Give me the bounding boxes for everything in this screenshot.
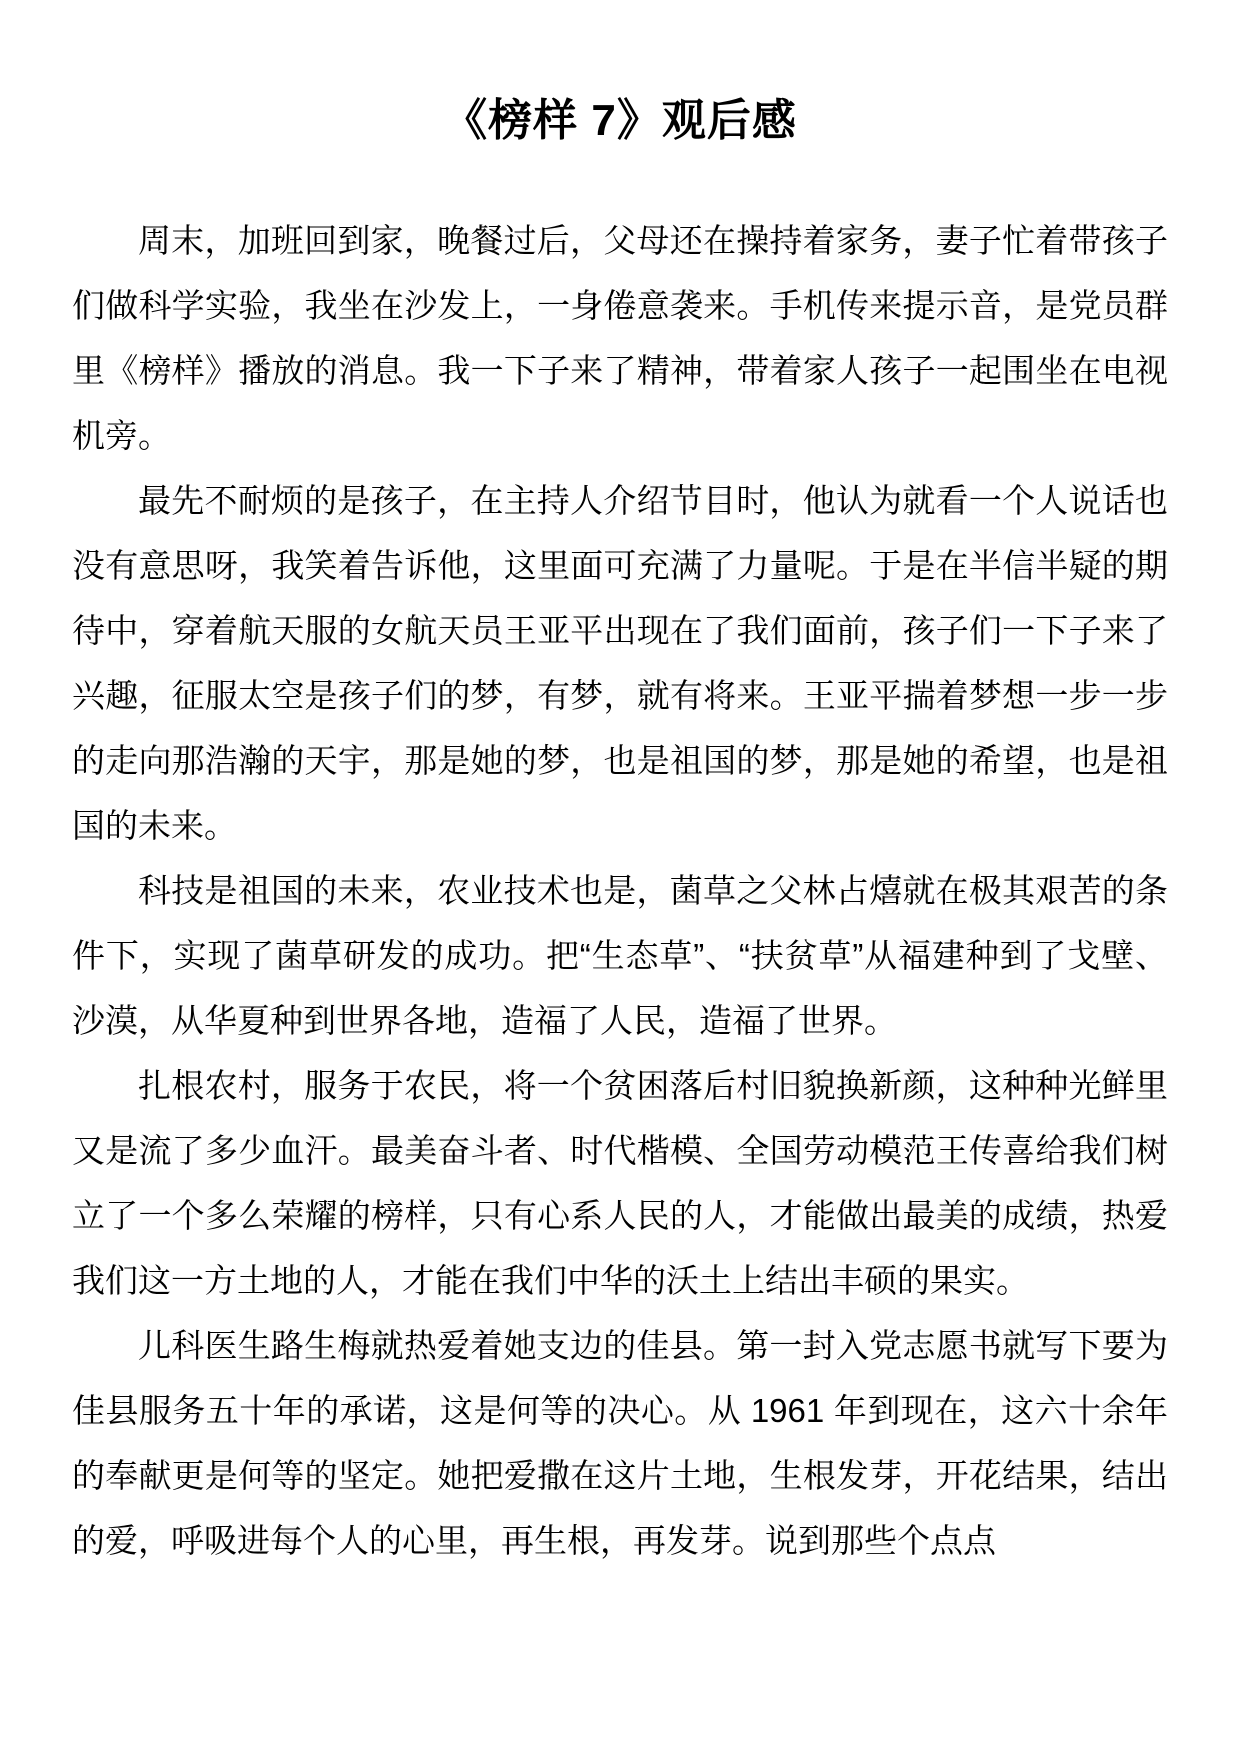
paragraph-wangchuanxi: 扎根农村，服务于农民，将一个贫困落后村旧貌换新颜，这种种光鲜里又是流了多少血汗。最美奋斗者、时代楷模、全国劳动模范王传喜给我们树立了一个多么荣耀的榜样，只有心系人民的人，才能做出最美的成绩，热爱我们这一方土地的人，才能在我们中华的沃土上结出丰硕的果实。 (72, 1067, 1168, 1299)
paragraph-intro: 周末，加班回到家，晚餐过后，父母还在操持着家务，妻子忙着带孩子们做科学实验，我坐在沙发上，一身倦意袭来。手机传来提示音，是党员群里《榜样》播放的消息。我一下子来了精神，带着家人孩子一起围坐在电视机旁。 (72, 222, 1168, 454)
paragraph-wangyaping: 最先不耐烦的是孩子，在主持人介绍节目时，他认为就看一个人说话也没有意思呀，我笑着告诉他，这里面可充满了力量呢。于是在半信半疑的期待中，穿着航天服的女航天员王亚平出现在了我们面前，孩子们一下子来了兴趣，征服太空是孩子们的梦，有梦，就有将来。王亚平揣着梦想一步一步的走向那浩瀚的天宇，那是她的梦，也是祖国的梦，那是她的希望，也是祖国的未来。 (72, 482, 1168, 844)
document-title: 《榜样 7》观后感 (443, 96, 797, 145)
paragraph-lushengmei: 儿科医生路生梅就热爱着她支边的佳县。第一封入党志愿书就写下要为佳县服务五十年的承诺，这是何等的决心。从 1961 年到现在，这六十余年的奉献更是何等的坚定。她把爱撒在这片土地，生根发芽，开花结果，结出的爱，呼吸进每个人的心里，再生根，再发芽。说到那些个点点 (72, 1327, 1168, 1559)
paragraph-linzhanxi: 科技是祖国的未来，农业技术也是，菌草之父林占熺就在极其艰苦的条件下，实现了菌草研发的成功。把“生态草”、“扶贫草”从福建种到了戈壁、沙漠，从华夏种到世界各地，造福了人民，造福了世界。 (72, 872, 1168, 1039)
